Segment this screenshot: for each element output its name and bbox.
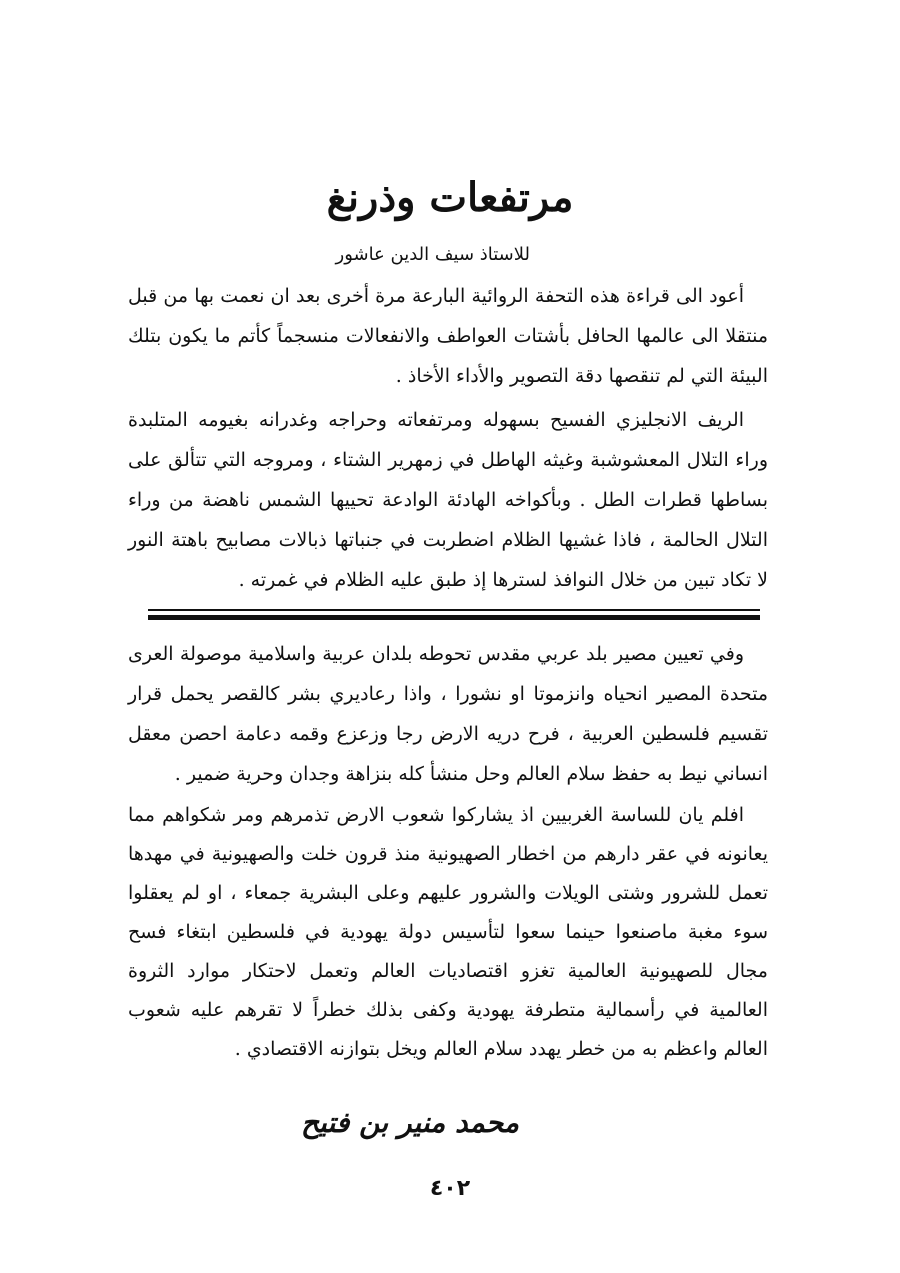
section-divider [148,609,760,621]
paragraph: وفي تعيين مصير بلد عربي مقدس تحوطه بلدان عربية واسلامية موصولة العرى متحدة المصير انحياه وانزموتا او نشورا ، واذا رعاديري بشر كالقصر يحمل قرار تقسيم فلسطين العربية ، فرح دريه الارض رجا وزعزع وقمه دعامة احصن معقل انساني نيط به حفظ سلام العالم وحل منشأ كله بنزاهة وجدان وحرية ضمير . [128,643,768,785]
article-title: مرتفعات وذرنغ [326,174,574,221]
divider-thick-line [148,615,760,620]
divider-thin-line [148,609,760,611]
article-body-top-part1 [128,276,768,396]
paragraph: افلم يان للساسة الغربيين اذ يشاركوا شعوب الارض تذمرهم ومر شكواهم مما يعانونه في عقر دارهم من اخطار الصهيونية منذ قرون خلت والصهيونية في مهدها تعمل للشرور وشتى الويلات والشرور عليهم وعلى البشرية جمعاء ، او لم يعقلوا سوء مغبة ماصنعوا حينما سعوا لتأسيس دولة يهودية في فلسطين ابتغاء فسح مجال للصهيونية العالمية تغزو اقتصاديات العالم وتعمل لاحتكار موارد الثروة العالمية في رأسمالية متطرفة يهودية وكفى بذلك خطراً لا تقرهم عليه شعوب العالم واعظم به من خطر يهدد سلام العالم ويخل بتوازنه الاقتصادي . [128,804,768,1060]
paragraph: الريف الانجليزي الفسيح بسهوله ومرتفعاته وحراجه وغدرانه بغيومه المتلبدة وراء التلال المعشوشبة وغيثه الهاطل في زمهرير الشتاء ، ومروجه التي تتألق على بساطها قطرات الطل . وبأكواخه الهادئة الوادعة تحييها الشمس ناهضة من وراء التلال الحالمة ، فاذا غشيها الظلام اضطربت في جنباتها ذبالات مصابيح باهتة النور لا تكاد تبين من خلال النوافذ لسترها إذ طبق عليه الظلام في غمرته . [128,409,768,591]
paragraph: أعود الى قراءة هذه التحفة الروائية البارعة مرة أخرى بعد ان نعمت بها من قبل منتقلا الى عالمها الحافل بأشتات العواطف والانفعالات منسجماً كأتم ما يكون بتلك البيئة التي لم تنقصها دقة التصوير والأداء الأخاذ . [128,285,768,387]
article-body-bottom-part2 [128,796,768,1069]
page-number: ٤٠٢ [429,1176,471,1201]
article-body-bottom-part1 [128,634,768,794]
article-author: للاستاذ سيف الدين عاشور [335,244,530,265]
signature: محمد منير بن فتيح [300,1106,519,1139]
article-body-top-part2 [128,400,768,600]
